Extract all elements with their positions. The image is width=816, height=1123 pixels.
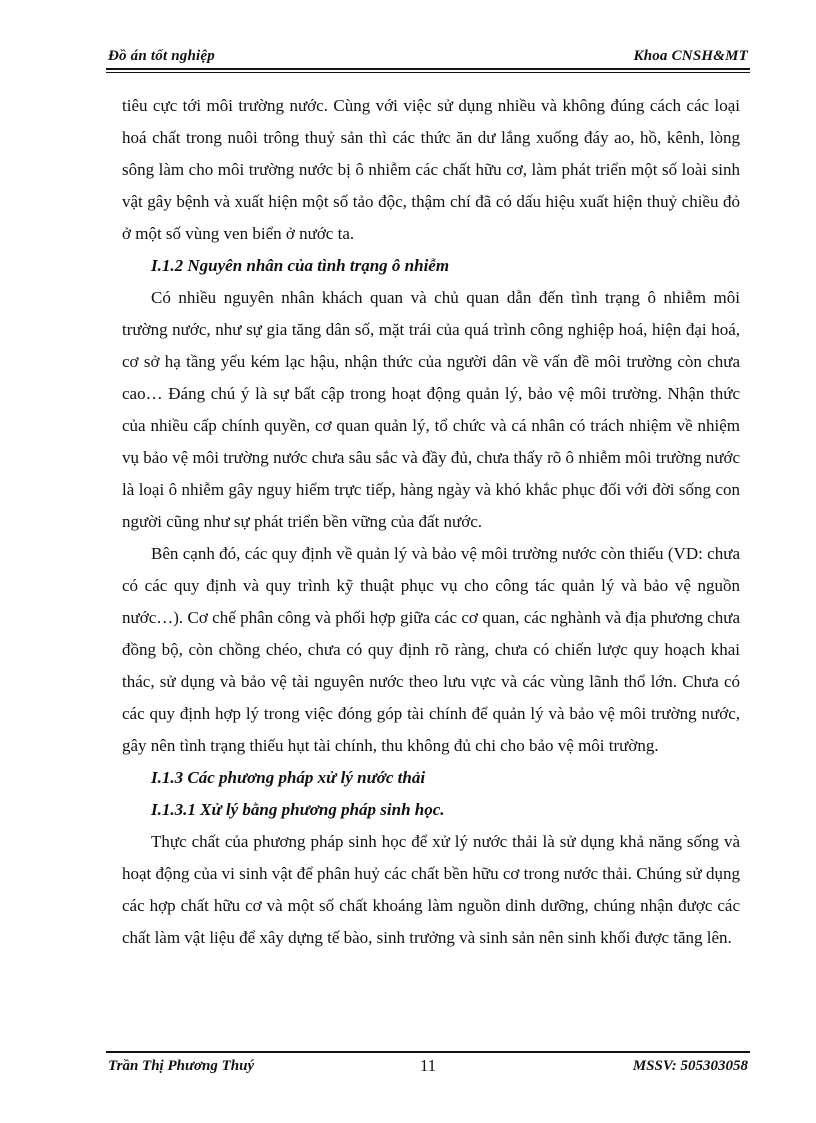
paragraph-continuation: tiêu cực tới môi trường nước. Cùng với việc sử dụng nhiều và không đúng cách các loại hoá chất trong nuôi trông thuỷ sản thì các thức ăn dư lắng xuống đáy ao, hồ, kênh, lòng sông làm cho môi trường nước bị ô nhiễm các chất hữu cơ, làm phát triển một số loài sinh vật gây bệnh và xuất hiện một số tảo độc, thậm chí đã có dấu hiệu xuất hiện thuỷ chiều đỏ ở một số vùng ven biển ở nước ta. <box>122 96 740 243</box>
page-number: 11 <box>419 1056 437 1075</box>
page-header <box>108 46 748 68</box>
footer-divider <box>106 1051 750 1053</box>
header-faculty: Khoa CNSH&MT <box>633 48 748 64</box>
header-divider <box>106 68 750 73</box>
paragraph-biological-treatment: Thực chất của phương pháp sinh học để xử lý nước thải là sử dụng khả năng sống và hoạt động của vi sinh vật để phân huỷ các chất bền hữu cơ trong nước thải. Chúng sử dụng các hợp chất hữu cơ và một số chất khoáng làm nguồn dinh dưỡng, chúng nhận được các chất làm vật liệu để xây dựng tế bào, sinh trưởng và sinh sản nên sinh khối được tăng lên. <box>122 832 740 947</box>
header-document-title: Đồ án tốt nghiệp <box>108 48 215 64</box>
footer-author: Trần Thị Phương Thuý <box>108 1058 255 1074</box>
footer-student-id: MSSV: 505303058 <box>632 1058 748 1074</box>
document-body <box>122 90 740 954</box>
paragraph-regulations: Bên cạnh đó, các quy định về quản lý và bảo vệ môi trường nước còn thiếu (VD: chưa có các quy định và quy trình kỹ thuật phục vụ cho công tác quản lý và bảo vệ nguồn nước…). Cơ chế phân công và phối hợp giữa các cơ quan, các nghành và địa phương chưa đồng bộ, còn chồng chéo, chưa có quy định rõ ràng, chưa có chiến lược quy hoạch khai thác, sử dụng và bảo vệ tài nguyên nước theo lưu vực và các vùng lãnh thổ lớn. Chưa có các quy định hợp lý trong việc đóng góp tài chính để quản lý và bảo vệ môi trường nước, gây nên tình trạng thiếu hụt tài chính, thu không đủ chi cho bảo vệ môi trường. <box>122 544 740 755</box>
section-heading-1-1-3: I.1.3 Các phương pháp xử lý nước thải <box>151 768 426 787</box>
paragraph-causes: Có nhiều nguyên nhân khách quan và chủ quan dẫn đến tình trạng ô nhiễm môi trường nước, như sự gia tăng dân số, mặt trái của quá trình công nghiệp hoá, hiện đại hoá, cơ sở hạ tầng yếu kém lạc hậu, nhận thức của người dân về vấn đề môi trường còn chưa cao… Đáng chú ý là sự bất cập trong hoạt động quản lý, bảo vệ môi trường. Nhận thức của nhiều cấp chính quyền, cơ quan quản lý, tổ chức và cá nhân có trách nhiệm về nhiệm vụ bảo vệ môi trường nước chưa sâu sắc và đầy đủ, chưa thấy rõ ô nhiễm môi trường nước là loại ô nhiễm gây nguy hiểm trực tiếp, hàng ngày và khó khắc phục đối với đời sống con người cũng như sự phát triển bền vững của đất nước. <box>122 288 740 531</box>
section-heading-1-1-3-1: I.1.3.1 Xử lý bằng phương pháp sinh học. <box>151 800 445 819</box>
page-footer <box>108 1058 748 1082</box>
section-heading-1-1-2: I.1.2 Nguyên nhân của tình trạng ô nhiễm <box>151 256 450 275</box>
